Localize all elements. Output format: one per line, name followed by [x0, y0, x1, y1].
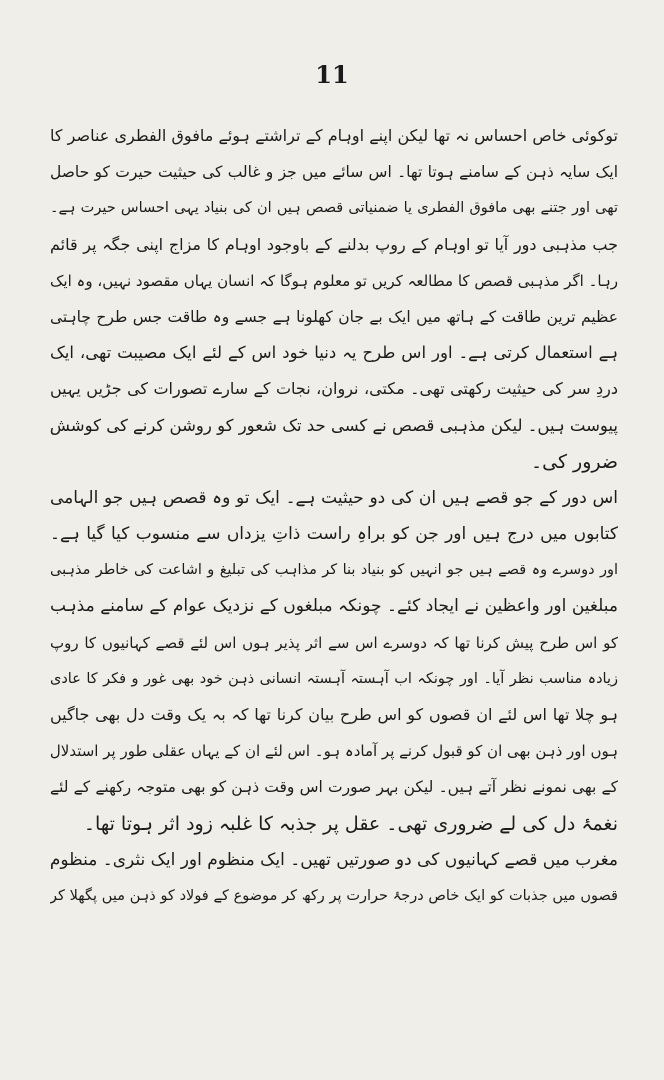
text-line: ایک سایہ ذہن کے سامنے ہوتا تھا۔ اس سائے میں جز و غالب کی حیثیت حیرت کو حاصل	[50, 163, 618, 182]
text-line: پیوست ہیں۔ لیکن مذہبی قصص نے کسی حد تک شعور کو روشن کرنے کی کوشش	[50, 415, 618, 435]
text-line: کو اس طرح پیش کرنا تھا کہ دوسرے اس سے اثر پذیر ہوں اس لئے قصے کہانیوں کا روپ	[50, 633, 618, 652]
text-line: عظیم ترین طاقت کے ہاتھ میں ایک بے جان کھلونا ہے جسے وہ طاقت جس طرح چاہتی	[50, 307, 618, 326]
text-line: زیادہ مناسب نظر آیا۔ اور چونکہ اب آہستہ آہستہ انسانی ذہن خود بھی غور و فکر کا عادی	[50, 670, 618, 687]
text-line: کے بھی نمونے نظر آتے ہیں۔ لیکن بہر صورت اس وقت ذہن کو بھی متوجہ رکھنے کے لئے	[50, 778, 618, 797]
text-line: تھی اور جتنے بھی مافوق الفطری یا ضمنیاتی قصص ہیں ان کی بنیاد یہی احساس حیرت ہے۔	[50, 200, 618, 217]
text-line: ضرور کی۔	[530, 450, 618, 473]
text-line: نغمۂ دل کی لے ضروری تھی۔ عقل پر جذبہ کا غلبہ زود اثر ہوتا تھا۔	[83, 812, 618, 835]
body-text	[50, 118, 618, 914]
text-line: ہو چلا تھا اس لئے ان قصوں کو اس طرح بیان کرنا تھا کہ بہ یک وقت دل بھی جاگیں	[50, 705, 618, 724]
text-line: ہے استعمال کرتی ہے۔ اور اس طرح یہ دنیا خود اس کے لئے ایک مصیبت تھی، ایک	[50, 343, 618, 363]
text-line: مغرب میں قصے کہانیوں کی دو صورتیں تھیں۔ ایک منظوم اور ایک نثری۔ منظوم	[50, 849, 618, 870]
text-line: کتابوں میں درج ہیں اور جن کو براہِ راست ذاتِ یزداں سے منسوب کیا گیا ہے۔	[50, 524, 618, 545]
text-line: رہا۔ اگر مذہبی قصص کا مطالعہ کریں تو معلوم ہوگا کہ انسان یہاں مقصود نہیں، وہ ایک	[50, 271, 618, 290]
text-line: مبلغین اور واعظین نے ایجاد کئے۔ چونکہ مبلغوں کے نزدیک عوام کے سامنے مذہب	[50, 596, 618, 617]
text-line: اس دور کے جو قصے ہیں ان کی دو حیثیت ہے۔ ایک تو وہ قصص ہیں جو الہامی	[50, 487, 618, 508]
text-line: ہوں اور ذہن بھی ان کو قبول کرنے پر آمادہ ہو۔ اس لئے ان کے یہاں عقلی طور پر استدلال	[50, 742, 618, 761]
text-line: توکوئی خاص احساس نہ تھا لیکن اپنے اوہام کے تراشتے ہوئے مافوق الفطری عناصر کا	[50, 126, 618, 145]
text-line: اور دوسرے وہ قصے ہیں جو انہیں کو بنیاد بنا کر مذاہب کی تبلیغ و اشاعت کی خاطر مذہبی	[50, 562, 618, 579]
text-line: قصوں میں جذبات کو ایک خاص درجۂ حرارت پر رکھ کر موضوع کے فولاد کو ذہن میں پگھلا کر	[50, 887, 618, 904]
text-line: جب مذہبی دور آیا تو اوہام کے روپ بدلنے کے باوجود اوہام کا مزاج اپنی جگہ پر قائم	[50, 234, 618, 254]
page-number: 11	[315, 60, 349, 89]
text-line: دردِ سر کی حیثیت رکھتی تھی۔ مکتی، نروان، نجات کے سارے تصورات کی جڑیں یہیں	[50, 379, 618, 399]
